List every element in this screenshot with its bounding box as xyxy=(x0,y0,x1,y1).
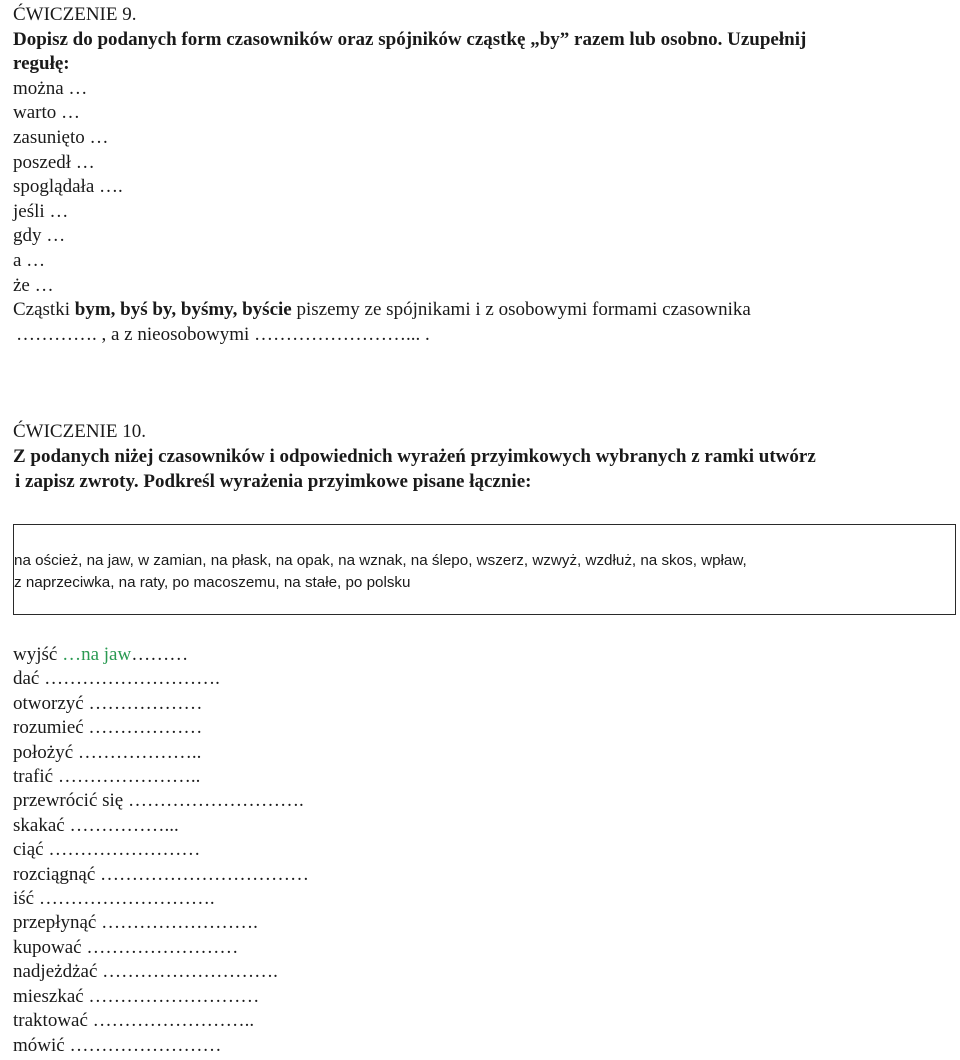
list-item: warto … xyxy=(13,102,81,124)
exercise-10-answer-list xyxy=(13,643,309,1058)
list-item: poszedł … xyxy=(13,151,95,173)
exercise-10-instruction-line1: Z podanych niżej czasowników i odpowiednich wyrażeń przyimkowych wybranych z ramki utwórz xyxy=(13,445,816,467)
section-spacer xyxy=(13,347,953,420)
answer-line: mówić …………………… xyxy=(13,1034,222,1056)
word-bank-box xyxy=(13,524,956,615)
exercise-10-title: ĆWICZENIE 10. xyxy=(13,421,146,443)
answer-dots: ……… xyxy=(131,644,189,665)
list-item: zasunięto … xyxy=(13,126,109,148)
answer-verb: wyjść xyxy=(13,644,63,665)
exercise-9-word-list xyxy=(13,77,953,298)
exercise-10-instruction xyxy=(13,445,953,494)
answer-line xyxy=(13,643,309,667)
exercise-9-instruction xyxy=(13,28,953,77)
list-item: że … xyxy=(13,274,54,296)
exercise-10-instruction-line2: i zapisz zwroty. Podkreśl wyrażenia przyimkowe pisane łącznie: xyxy=(15,470,532,492)
rule-line2: …………. , a z nieosobowymi ……………………... . xyxy=(16,323,430,345)
answer-line: rozciągnąć …………………………… xyxy=(13,863,310,885)
exercise-9-instruction-line2: regułę: xyxy=(13,53,70,75)
answer-line: mieszkać ……………………… xyxy=(13,985,260,1007)
list-item: jeśli … xyxy=(13,200,69,222)
list-item: spoglądała …. xyxy=(13,176,123,198)
answer-line: traktować …………………….. xyxy=(13,1010,255,1032)
exercise-9-title: ĆWICZENIE 9. xyxy=(13,4,137,25)
rule-suffix: piszemy ze spójnikami i z osobowymi formami czasownika xyxy=(291,299,751,321)
list-item: a … xyxy=(13,249,46,271)
word-bank-line1: na oścież, na jaw, w zamian, na płask, na opak, na wznak, na ślepo, wszerz, wzwyż, wzdłuż, na skos, wpław, xyxy=(14,552,747,569)
word-bank-line2: z naprzeciwka, na raty, po macoszemu, na stałe, po polsku xyxy=(14,574,411,591)
answer-line: dać ………………………. xyxy=(13,668,220,690)
answer-line: trafić ………………….. xyxy=(13,766,201,788)
list-item: gdy … xyxy=(13,225,66,247)
rule-prefix: Cząstki xyxy=(13,299,75,321)
exercise-9-rule xyxy=(13,298,953,347)
answer-line: przewrócić się ………………………. xyxy=(13,790,304,812)
answer-filled-phrase: …na jaw xyxy=(62,644,132,665)
answer-line: nadjeżdżać ………………………. xyxy=(13,961,278,983)
answer-line: skakać ……………... xyxy=(13,814,179,836)
answer-line: iść ………………………. xyxy=(13,888,215,910)
answer-line: kupować …………………… xyxy=(13,936,239,958)
rule-bold-forms: bym, byś by, byśmy, byście xyxy=(74,299,292,321)
answer-line: przepłynąć ……………………. xyxy=(13,912,258,934)
worksheet-page xyxy=(13,3,953,1056)
answer-line: rozumieć ……………… xyxy=(13,717,203,739)
exercise-9-instruction-line1: Dopisz do podanych form czasowników oraz spójników cząstkę „by” razem lub osobno. Uzupełnij xyxy=(13,28,807,50)
answer-line: ciąć …………………… xyxy=(13,839,201,861)
list-item: można … xyxy=(13,77,88,99)
answer-line: położyć ……………….. xyxy=(13,741,202,763)
answer-line: otworzyć ……………… xyxy=(13,692,203,714)
